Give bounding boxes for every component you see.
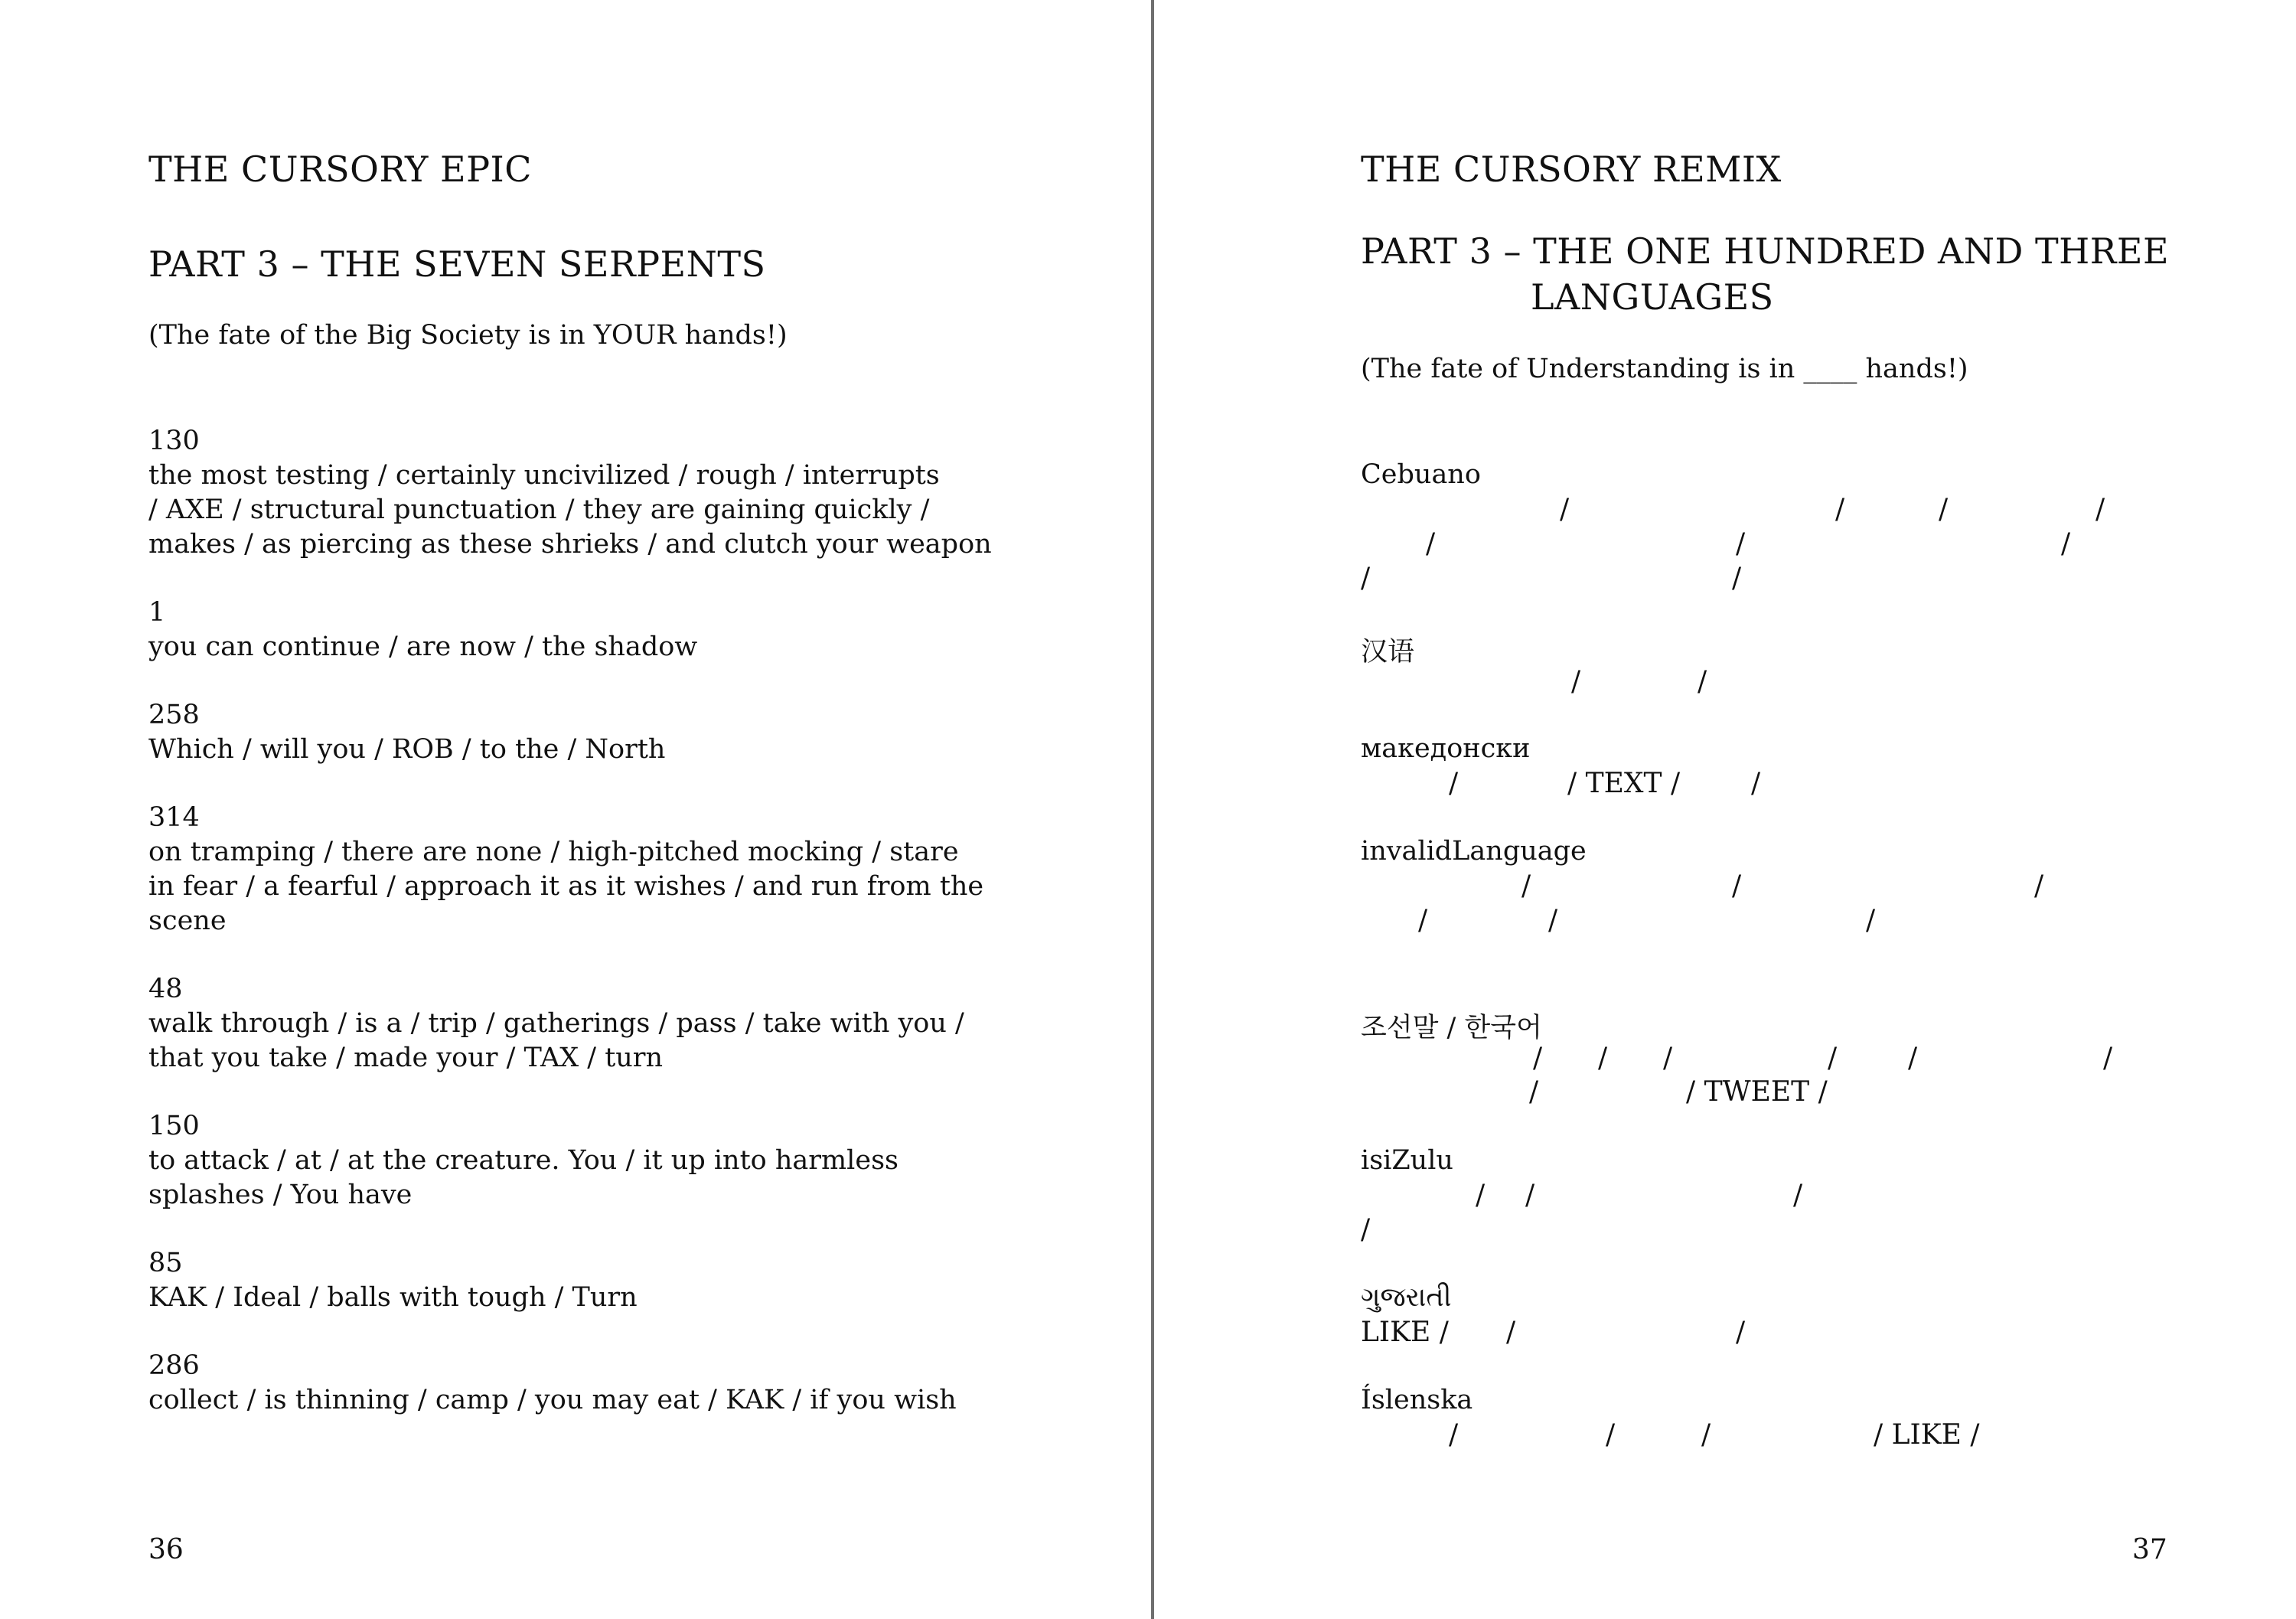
- entry-line: in fear / a fearful / approach it as it wishes / and run from the: [148, 871, 984, 902]
- language-name: Íslenska: [1361, 1385, 1473, 1415]
- entry-line: Which / will you / ROB / to the / North: [148, 734, 666, 765]
- language-name: 汉语: [1361, 637, 1415, 668]
- entry-line: walk through / is a / trip / gatherings / pass / take with you /: [148, 1008, 964, 1039]
- slash-fragment: /: [1835, 494, 1845, 525]
- part-title-line-2: LANGUAGES: [1531, 276, 1774, 318]
- slash-fragment: LIKE /: [1361, 1317, 1449, 1348]
- slash-fragment: /: [1521, 870, 1531, 902]
- entry-number: 130: [148, 426, 200, 456]
- slash-row: [1154, 563, 2296, 596]
- entry-line: / AXE / structural punctuation / they are gaining quickly /: [148, 495, 930, 525]
- slash-row: [1154, 905, 2296, 938]
- slash-fragment: /: [1732, 563, 1742, 594]
- slash-fragment: /: [1701, 1419, 1711, 1451]
- part-title: PART 3 – THE SEVEN SERPENTS: [148, 243, 766, 285]
- language-name: Cebuano: [1361, 459, 1481, 490]
- slash-fragment: /: [1426, 528, 1436, 560]
- slash-fragment: /: [1560, 494, 1570, 525]
- page-number: 37: [2132, 1534, 2167, 1565]
- slash-fragment: / TEXT /: [1567, 768, 1681, 799]
- entry-number: 258: [148, 700, 200, 730]
- slash-fragment: /: [1506, 1317, 1516, 1348]
- entry-number: 286: [148, 1350, 200, 1381]
- slash-fragment: /: [1449, 768, 1459, 799]
- subtitle: (The fate of Understanding is in ____ hands!): [1361, 354, 1968, 384]
- slash-fragment: /: [2034, 870, 2044, 902]
- entry-line: KAK / Ideal / balls with tough / Turn: [148, 1282, 638, 1313]
- entry-number: 85: [148, 1248, 183, 1278]
- slash-fragment: /: [1908, 1043, 1918, 1074]
- book-title: THE CURSORY EPIC: [148, 149, 532, 190]
- slash-row: [1154, 666, 2296, 700]
- slash-row: [1154, 494, 2296, 527]
- slash-fragment: /: [1732, 870, 1742, 902]
- slash-fragment: / TWEET /: [1686, 1076, 1828, 1108]
- book-title: THE CURSORY REMIX: [1361, 149, 1782, 190]
- slash-row: [1154, 1419, 2296, 1453]
- language-name: invalidLanguage: [1361, 836, 1587, 867]
- slash-fragment: /: [1663, 1043, 1673, 1074]
- subtitle: (The fate of the Big Society is in YOUR hands!): [148, 320, 788, 351]
- slash-fragment: /: [1361, 563, 1371, 594]
- language-name: македонски: [1361, 733, 1531, 764]
- slash-row: [1154, 870, 2296, 904]
- slash-fragment: /: [1736, 1317, 1746, 1348]
- slash-fragment: /: [1939, 494, 1949, 525]
- entry-line: scene: [148, 906, 227, 936]
- slash-fragment: /: [1828, 1043, 1838, 1074]
- slash-row: [1154, 1180, 2296, 1213]
- slash-fragment: /: [1698, 666, 1707, 697]
- entry-line: to attack / at / at the creature. You / it up into harmless: [148, 1145, 899, 1176]
- entry-line: you can continue / are now / the shadow: [148, 632, 698, 662]
- entry-line: collect / is thinning / camp / you may eat / KAK / if you wish: [148, 1385, 957, 1415]
- entry-number: 1: [148, 597, 166, 628]
- language-name: ગુજરાતી: [1361, 1282, 1452, 1313]
- entry-number: 314: [148, 802, 200, 833]
- slash-fragment: /: [1418, 905, 1428, 936]
- language-name: isiZulu: [1361, 1145, 1453, 1176]
- entry-line: makes / as piercing as these shrieks / and clutch your weapon: [148, 529, 992, 560]
- slash-fragment: /: [2061, 528, 2071, 560]
- slash-fragment: /: [1606, 1419, 1616, 1451]
- slash-row: [1154, 768, 2296, 801]
- slash-fragment: /: [2095, 494, 2105, 525]
- entry-line: that you take / made your / TAX / turn: [148, 1043, 664, 1073]
- slash-fragment: /: [1793, 1180, 1803, 1211]
- entry-number: 48: [148, 974, 183, 1004]
- slash-fragment: /: [1866, 905, 1876, 936]
- slash-fragment: /: [2103, 1043, 2113, 1074]
- slash-fragment: /: [1598, 1043, 1608, 1074]
- slash-row: [1154, 1076, 2296, 1110]
- slash-fragment: /: [1736, 528, 1746, 560]
- entry-line: the most testing / certainly uncivilized / rough / interrupts: [148, 460, 940, 491]
- slash-row: [1154, 1317, 2296, 1350]
- slash-fragment: /: [1449, 1419, 1459, 1451]
- entry-line: splashes / You have: [148, 1180, 413, 1210]
- slash-fragment: /: [1571, 666, 1581, 697]
- slash-fragment: /: [1529, 1076, 1539, 1108]
- page-number: 36: [148, 1534, 184, 1565]
- entry-line: on tramping / there are none / high-pitched mocking / stare: [148, 837, 959, 867]
- slash-fragment: /: [1476, 1180, 1486, 1211]
- slash-fragment: / LIKE /: [1874, 1419, 1980, 1451]
- slash-row: [1154, 528, 2296, 562]
- slash-fragment: /: [1361, 1214, 1371, 1245]
- right-page: [1154, 0, 2296, 1619]
- slash-row: [1154, 1214, 2296, 1248]
- part-title-line-1: PART 3 – THE ONE HUNDRED AND THREE: [1361, 230, 2170, 272]
- language-name: 조선말 / 한국어: [1361, 1013, 1542, 1043]
- slash-fragment: /: [1525, 1180, 1535, 1211]
- slash-row: [1154, 1043, 2296, 1076]
- slash-fragment: /: [1533, 1043, 1543, 1074]
- slash-fragment: /: [1548, 905, 1558, 936]
- slash-fragment: /: [1751, 768, 1761, 799]
- entry-number: 150: [148, 1111, 200, 1141]
